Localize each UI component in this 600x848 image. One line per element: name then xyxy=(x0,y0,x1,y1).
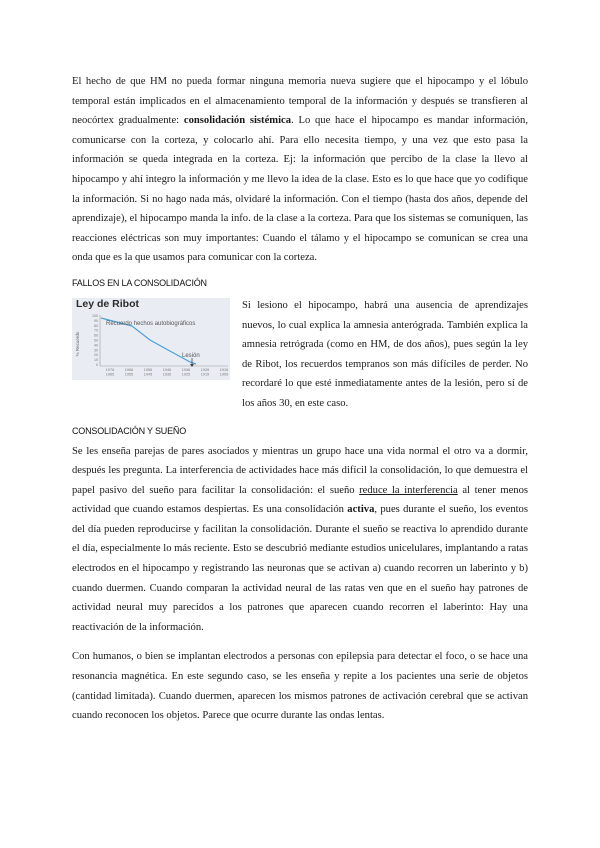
heading-fallos-consolidacion: FALLOS EN LA CONSOLIDACIÓN xyxy=(72,277,207,288)
x-tick-label: 1945 xyxy=(143,372,153,377)
curve-label: Recuerdo hechos autobiográficos xyxy=(106,320,196,327)
x-tick-label: 1966 xyxy=(124,367,134,372)
y-tick-label: 40 xyxy=(94,343,98,348)
y-tick-label: 50 xyxy=(94,338,98,343)
x-tick-label: 1956 xyxy=(143,367,153,372)
y-tick-label: 10 xyxy=(94,358,98,363)
ribot-figure xyxy=(72,298,230,380)
fallos-section-body xyxy=(72,296,528,414)
text-span: al tener menos actividad que cuando estamos despiertas. Es una consolidación xyxy=(72,484,529,516)
text-span: El hecho de que HM no pueda formar ninguna memoria nueva sugiere que el hipocampo y el lóbulo temporal están implicados en el almacenamiento temporal de la información y después se transfieren al neocórtex gradualmente: xyxy=(72,76,528,127)
y-tick-labels xyxy=(92,314,98,367)
text-span: Se les enseña parejas de pares asociados y mientras un grupo hace una vida normal el otro va a dormir, después les pregunta. La interferencia de actividades hace más difícil la consolidación, lo que demuestra el papel pasivo del sueño para facilitar la consolidación: el sueño xyxy=(72,445,528,496)
figure-title: Ley de Ribot xyxy=(76,297,140,310)
x-tick-label: 1935 xyxy=(162,372,172,377)
paragraph-ley-ribot: Si lesiono el hipocampo, habrá una ausencia de aprendizajes nuevos, lo cual explica la amnesia anterógrada. También explica la amnesia retrógrada (como en HM, de dos años), pues según la ley de Ribot, los recuerdos tempranos son más difíciles de perder. No recordaré lo que esté inmediatamente antes de la lesión, pero sí de los años 30, en este caso. xyxy=(242,299,528,409)
paragraph-sueno-humanos: Con humanos, o bien se implantan electrodos a personas con epilepsia para detectar el foco, o se hace una resonancia magnética. En este segundo caso, se les enseña y repite a los pacientes una serie de objetos (cantidad limitada). Cuando duermen, aparecen los mismos patrones de activación cerebral que se activan cuando reconocen los objetos. Parece que ocurre durante las ondas lentas. xyxy=(72,651,528,722)
x-tick-label: 1916 xyxy=(219,367,229,372)
bold-term: consolidación sistémica xyxy=(183,115,292,127)
x-tick-label: 1946 xyxy=(162,367,172,372)
y-tick-label: 70 xyxy=(94,328,98,333)
lesion-label: Lesión xyxy=(182,352,200,359)
x-tick-label: 1915 xyxy=(200,372,210,377)
y-tick-label: 20 xyxy=(94,353,98,358)
y-tick-label: 60 xyxy=(94,333,98,338)
x-tick-label: 1965 xyxy=(105,372,115,377)
underlined-term: reduce la interferencia xyxy=(359,484,458,496)
x-tick-label: 1955 xyxy=(124,372,134,377)
document-page xyxy=(72,72,528,726)
y-tick-label: 30 xyxy=(94,348,98,353)
text-span: , pues durante el sueño, los eventos del día pueden reproducirse y facilitan la consolidación. Durante el sueño se reactiva lo aprendido durante el día, especialmente lo más reciente. Esto se descubrió mediante estudios unicelulares, implantando a ratas electrodos en el hipocampo y registrando las neuronas que se activan a) cuando recorren un laberinto y b) cuando duermen. Cuando comparan la actividad neural de las ratas ven que en el sueño hay patrones de actividad neural muy parecidos a los patrones que aparecen cuando recorren el laberinto: Hay una reactivación de la información. xyxy=(72,504,528,633)
y-tick-label: 80 xyxy=(94,323,98,328)
y-tick-label: 90 xyxy=(94,318,98,323)
paragraph-sueno-ratas xyxy=(72,442,528,638)
bold-term: activa xyxy=(347,504,375,516)
y-tick-label: 0 xyxy=(96,362,98,367)
text-span: . Lo que hace el hipocampo es mandar información, comunicarse con la corteza, y colocarlo ahí. Para ello necesita tiempo, y una vez que esto pasa la información se queda integrada en la corteza. Ej: la información que percibo de la clase la llevo al hipocampo y ahí integro la información y me llevo la idea de la clase. Esto es lo que hace que yo codifique la información. Si no hago nada más, olvidaré la información. Con el tiempo (hasta dos años, depende del aprendizaje), el hipocampo manda la info. de la clase a la corteza. Para que los sistemas se comuniquen, las reacciones eléctricas son muy importantes: Cuando el tálamo y el hipocampo se comunican se crea una onda que es la que usamos para comunicar con la corteza. xyxy=(72,115,528,264)
x-tick-label: 1905 xyxy=(219,372,229,377)
fallos-text-column xyxy=(242,296,528,414)
x-tick-label: 1936 xyxy=(181,367,191,372)
y-tick-label: 100 xyxy=(92,313,98,318)
x-tick-label: 1926 xyxy=(200,367,210,372)
x-tick-labels xyxy=(106,368,228,377)
lesion-arrowhead xyxy=(190,364,194,367)
paragraph-consolidacion-sistemica xyxy=(72,72,528,268)
ribot-chart xyxy=(72,298,230,380)
y-axis-label: % Recuerdo xyxy=(75,331,80,357)
x-tick-label: 1925 xyxy=(181,372,191,377)
heading-consolidacion-sueno: CONSOLIDACIÓN Y SUEÑO xyxy=(72,425,186,436)
x-tick-label: 1976 xyxy=(105,367,115,372)
